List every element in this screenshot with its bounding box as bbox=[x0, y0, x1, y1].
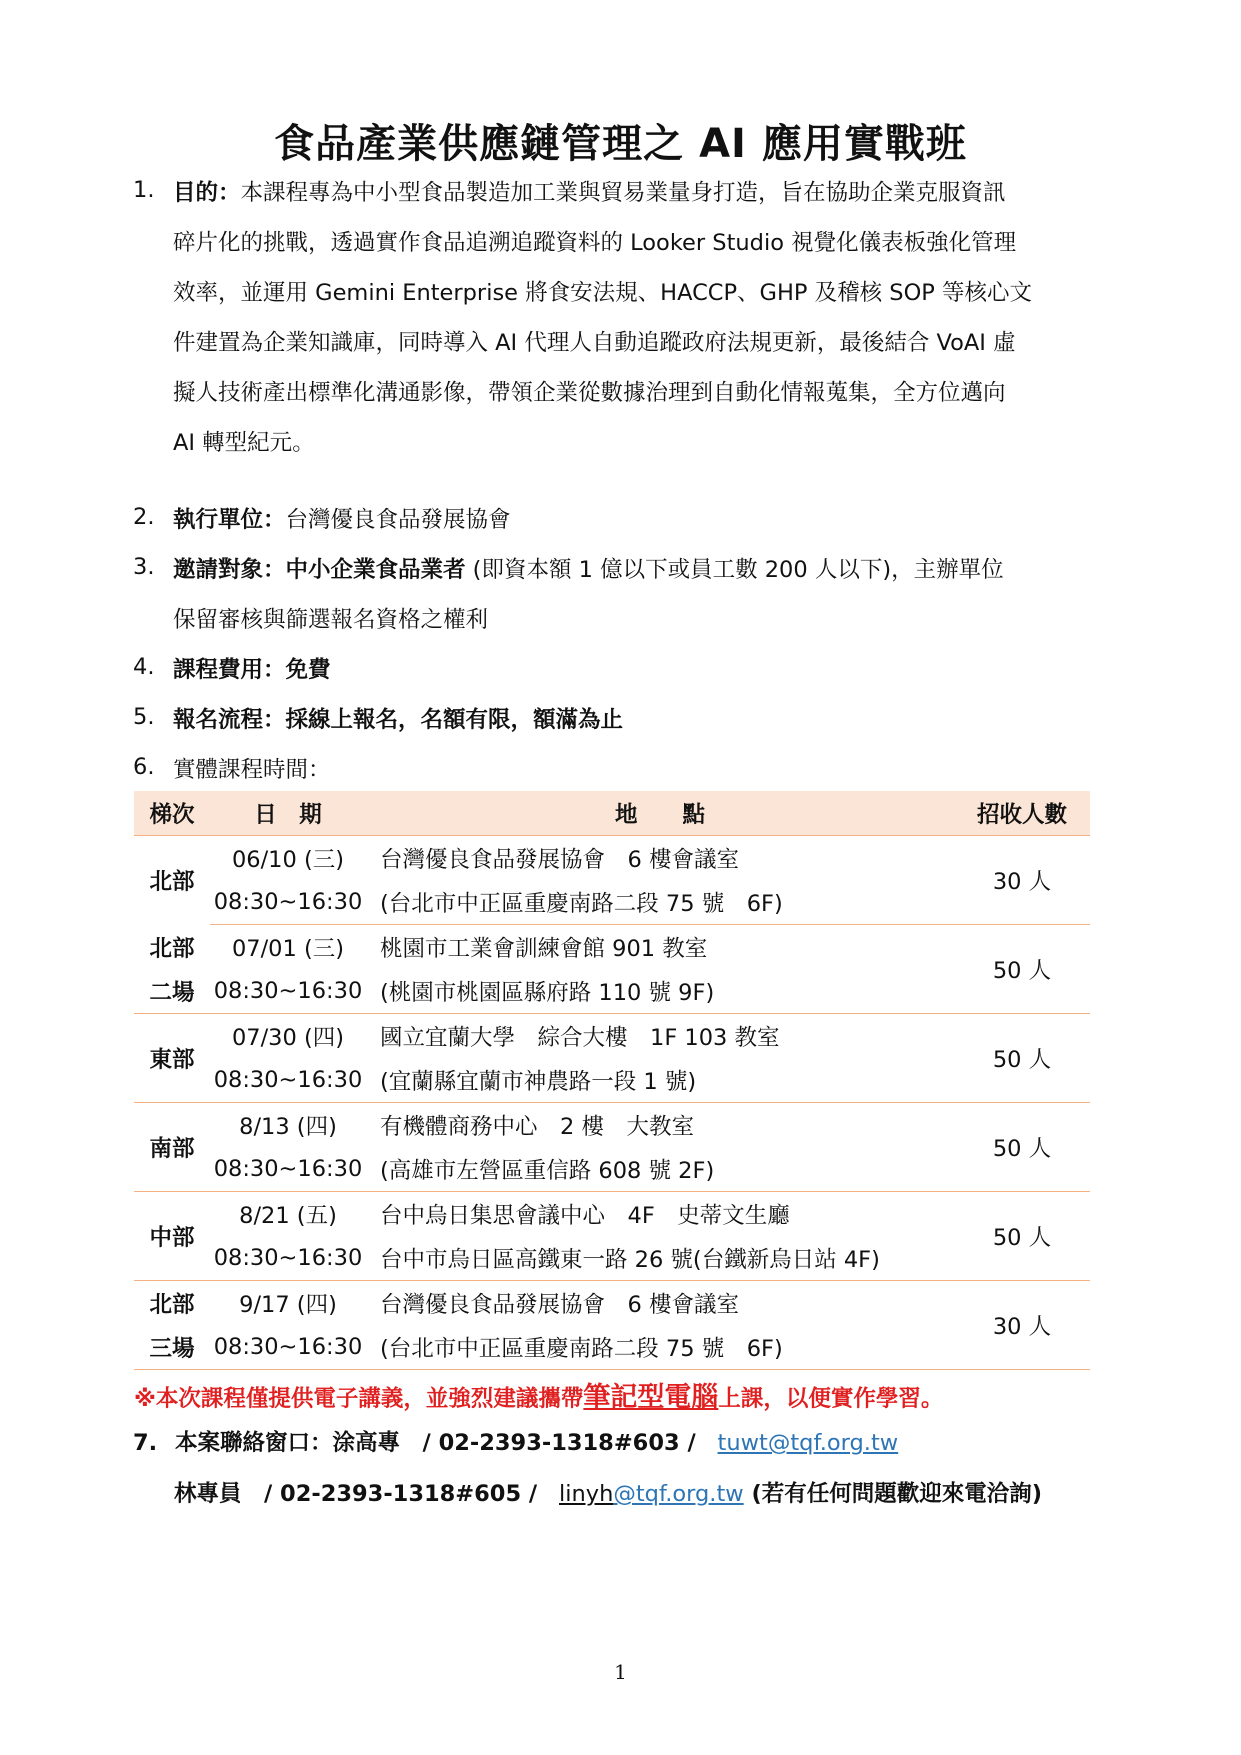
table-row bbox=[134, 1192, 1090, 1237]
capacity-cell: 30 人 bbox=[954, 836, 1090, 925]
laptop-note bbox=[134, 1375, 943, 1414]
table-row-sub bbox=[134, 1236, 1090, 1281]
page-title: 食品產業供應鏈管理之 AI 應用實戰班 bbox=[274, 121, 967, 167]
table-row bbox=[134, 1281, 1090, 1326]
time-cell: 08:30~16:30 bbox=[210, 1147, 366, 1192]
table-row bbox=[134, 1103, 1090, 1148]
capacity-cell: 50 人 bbox=[954, 925, 1090, 1014]
batch-cell: 北部 bbox=[149, 869, 195, 896]
contact-text-2: 林專員 / 02-2393-1318#605 / bbox=[174, 1481, 538, 1507]
purpose-line-2: 碎片化的挑戰，透過實作食品追溯追蹤資料的 Looker Studio 視覺化儀表板強化管理 bbox=[173, 230, 1017, 256]
item-number: 7. bbox=[133, 1430, 158, 1456]
date-cell: 07/01 (三) bbox=[231, 936, 345, 962]
batch-cell: 中部 bbox=[134, 1192, 210, 1281]
item-number: 1. bbox=[133, 177, 155, 203]
date-cell: 06/10 (三) bbox=[231, 847, 345, 873]
header-batch: 梯次 bbox=[134, 791, 210, 836]
item-label: 邀請對象：中小企業食品業者 bbox=[173, 557, 466, 583]
header-location: 地 點 bbox=[366, 791, 954, 836]
capacity-cell: 50 人 bbox=[954, 1192, 1090, 1281]
location-cell: 台灣優良食品發展協會 6 樓會議室 bbox=[380, 847, 739, 873]
batch-cell: 北部 bbox=[149, 1292, 195, 1318]
time-cell: 08:30~16:30 bbox=[210, 1325, 366, 1370]
contact-line-2 bbox=[174, 1476, 1042, 1508]
fee-text: 課程費用：免費 bbox=[173, 657, 331, 683]
date-cell: 8/13 (四) bbox=[239, 1114, 337, 1140]
item-number: 4. bbox=[133, 654, 155, 680]
table-row bbox=[134, 925, 1090, 970]
capacity-cell: 50 人 bbox=[954, 1014, 1090, 1103]
batch-cell: 南部 bbox=[134, 1103, 210, 1192]
contact-line-1 bbox=[133, 1425, 898, 1457]
item-label: 執行單位： bbox=[173, 507, 286, 533]
table-row bbox=[134, 1014, 1090, 1059]
note-text-post: 上課，以便實作學習。 bbox=[718, 1386, 944, 1412]
time-cell: 08:30~16:30 bbox=[210, 1058, 366, 1103]
address-cell: (台北市中正區重慶南路二段 75 號 6F) bbox=[366, 1325, 954, 1370]
header-date: 日 期 bbox=[210, 791, 366, 836]
registration-text: 報名流程：採線上報名，名額有限，額滿為止 bbox=[173, 707, 624, 733]
email-link-tuwt[interactable]: tuwt@tqf.org.tw bbox=[717, 1430, 899, 1456]
address-cell: (桃園市桃園區縣府路 110 號 9F) bbox=[366, 969, 954, 1014]
table-row-sub bbox=[134, 1058, 1090, 1103]
schedule-heading: 實體課程時間： bbox=[173, 757, 331, 783]
date-cell: 9/17 (四) bbox=[239, 1292, 337, 1318]
address-cell: (台北市中正區重慶南路二段 75 號 6F) bbox=[366, 880, 954, 925]
table-row-sub bbox=[134, 1147, 1090, 1192]
location-cell: 台灣優良食品發展協會 6 樓會議室 bbox=[380, 1292, 739, 1318]
contact-text-1: 本案聯絡窗口：涂高專 / 02-2393-1318#603 / bbox=[175, 1430, 696, 1456]
item-number: 2. bbox=[133, 504, 155, 530]
location-cell: 桃園市工業會訓練會館 901 教室 bbox=[380, 936, 708, 962]
purpose-line-1 bbox=[173, 168, 1098, 218]
audience-text-2: 保留審核與篩選報名資格之權利 bbox=[173, 607, 489, 633]
purpose-line-6: AI 轉型紀元。 bbox=[173, 430, 315, 456]
capacity-cell: 50 人 bbox=[954, 1103, 1090, 1192]
purpose-text-1: 本課程專為中小型食品製造加工業與貿易業量身打造，旨在協助企業克服資訊 bbox=[240, 180, 1006, 206]
time-cell: 08:30~16:30 bbox=[210, 969, 366, 1014]
purpose-line-3: 效率，並運用 Gemini Enterprise 將食安法規、HACCP、GHP 及稽核 SOP 等核心文 bbox=[173, 280, 1032, 306]
batch-cell: 東部 bbox=[134, 1014, 210, 1103]
contact-inquiry-note: (若有任何問題歡迎來電洽詢) bbox=[751, 1481, 1043, 1507]
date-cell: 8/21 (五) bbox=[239, 1203, 337, 1229]
table-row-sub bbox=[134, 880, 1090, 925]
table-row-sub bbox=[134, 969, 1090, 1014]
time-cell: 08:30~16:30 bbox=[210, 1236, 366, 1281]
purpose-line-4: 件建置為企業知識庫，同時導入 AI 代理人自動追蹤政府法規更新，最後結合 VoAI 虛 bbox=[173, 330, 1016, 356]
item-number: 3. bbox=[133, 554, 155, 580]
capacity-cell: 30 人 bbox=[954, 1281, 1090, 1370]
note-text-pre: ※本次課程僅提供電子講義，並強烈建議攜帶 bbox=[134, 1386, 584, 1412]
batch-cell-2: 三場 bbox=[134, 1325, 210, 1370]
location-cell: 有機體商務中心 2 樓 大教室 bbox=[380, 1114, 694, 1140]
batch-cell: 北部 bbox=[149, 935, 195, 962]
note-highlight: 筆記型電腦 bbox=[583, 1382, 719, 1413]
date-cell: 07/30 (四) bbox=[231, 1025, 345, 1051]
item-number: 5. bbox=[133, 704, 155, 730]
address-cell: 台中市烏日區高鐵東一路 26 號(台鐵新烏日站 4F) bbox=[366, 1236, 954, 1281]
location-cell: 國立宜蘭大學 綜合大樓 1F 103 教室 bbox=[380, 1025, 780, 1051]
email-domain: @tqf.org.tw bbox=[613, 1481, 744, 1507]
organizer-name: 台灣優良食品發展協會 bbox=[285, 507, 511, 533]
header-capacity: 招收人數 bbox=[954, 791, 1090, 836]
address-cell: (宜蘭縣宜蘭市神農路一段 1 號) bbox=[366, 1058, 954, 1103]
table-row bbox=[134, 836, 1090, 881]
item-label: 目的： bbox=[173, 180, 241, 206]
schedule-table bbox=[134, 791, 1090, 1370]
time-cell: 08:30~16:30 bbox=[210, 880, 366, 925]
audience-text: (即資本額 1 億以下或員工數 200 人以下)，主辦單位 bbox=[465, 557, 1004, 583]
item-number: 6. bbox=[133, 754, 155, 780]
purpose-line-5: 擬人技術產出標準化溝通影像，帶領企業從數據治理到自動化情報蒐集，全方位邁向 bbox=[173, 380, 1006, 406]
table-header-row bbox=[134, 791, 1090, 836]
email-user: linyh bbox=[559, 1481, 614, 1507]
location-cell: 台中烏日集思會議中心 4F 史蒂文生廳 bbox=[380, 1203, 790, 1229]
table-row-sub bbox=[134, 1325, 1090, 1370]
email-link-linyh[interactable] bbox=[559, 1481, 744, 1507]
page-number: 1 bbox=[614, 1660, 627, 1684]
address-cell: (高雄市左營區重信路 608 號 2F) bbox=[366, 1147, 954, 1192]
batch-cell-2: 二場 bbox=[134, 969, 210, 1014]
